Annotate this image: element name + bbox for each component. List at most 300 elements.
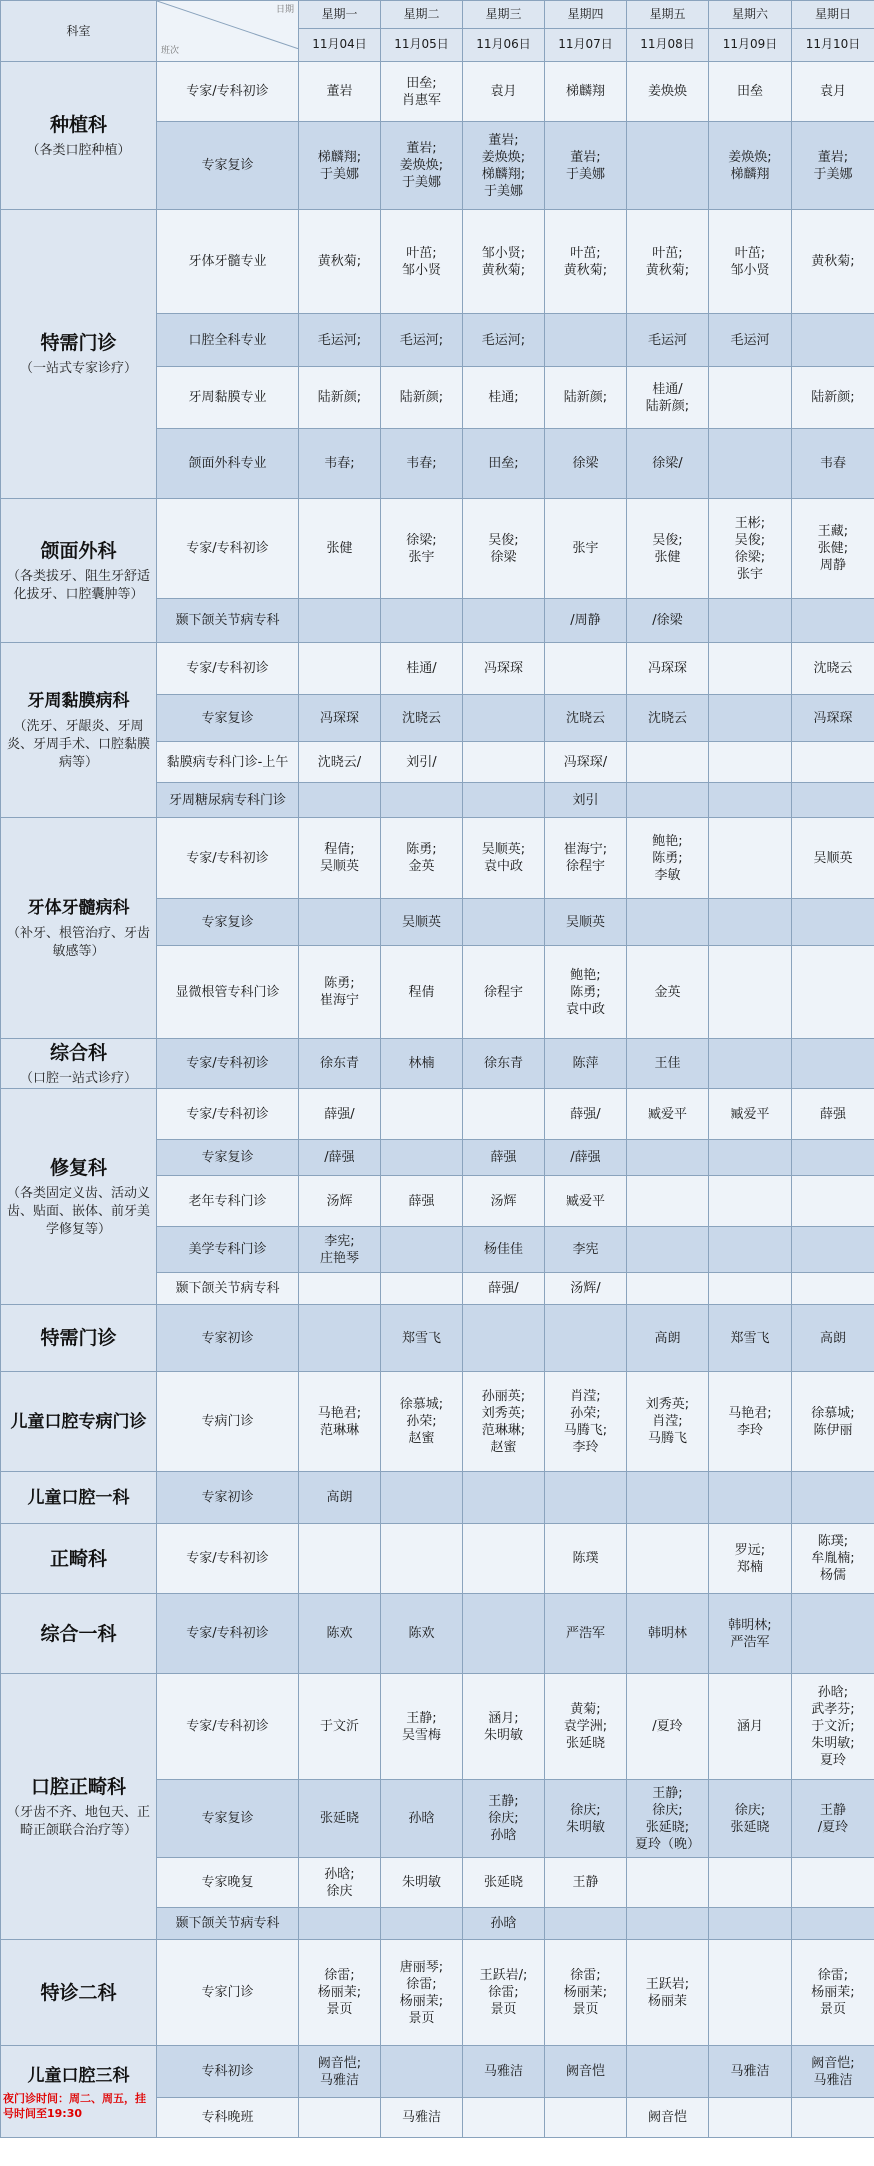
service-type-cell: 专家复诊 bbox=[157, 899, 299, 946]
doctor-cell: 吴顺英 bbox=[545, 899, 627, 946]
doctor-cell: 张宇 bbox=[545, 499, 627, 599]
department-cell bbox=[1, 643, 157, 818]
doctor-cell bbox=[381, 783, 463, 818]
doctor-cell bbox=[627, 1472, 709, 1524]
department-cell bbox=[1, 1674, 157, 1940]
doctor-cell: 沈晓云/ bbox=[299, 742, 381, 783]
schedule-row bbox=[1, 1524, 874, 1594]
schedule-row bbox=[1, 643, 874, 695]
doctor-cell: 王跃岩/; 徐雷; 景页 bbox=[463, 1940, 545, 2046]
service-type-cell: 专科初诊 bbox=[157, 2046, 299, 2098]
date-header: 11月04日 bbox=[299, 28, 381, 61]
doctor-cell: 董岩; 于美娜 bbox=[792, 122, 874, 210]
service-type-cell: 专家/专科初诊 bbox=[157, 1594, 299, 1674]
doctor-cell bbox=[792, 1858, 874, 1908]
doctor-cell: 薛强 bbox=[792, 1089, 874, 1140]
service-type-cell: 黏膜病专科门诊-上午 bbox=[157, 742, 299, 783]
doctor-cell: 阙音恺 bbox=[627, 2098, 709, 2138]
doctor-cell bbox=[792, 783, 874, 818]
doctor-cell: 王藏; 张健; 周静 bbox=[792, 499, 874, 599]
service-type-cell: 美学专科门诊 bbox=[157, 1227, 299, 1273]
schedule-row bbox=[1, 499, 874, 599]
doctor-cell bbox=[709, 1940, 792, 2046]
doctor-cell bbox=[627, 2046, 709, 2098]
doctor-cell: 徐慕城; 陈伊丽 bbox=[792, 1372, 874, 1472]
doctor-cell bbox=[463, 1089, 545, 1140]
schedule-row bbox=[1, 1089, 874, 1140]
doctor-cell: 陆新颜; bbox=[299, 367, 381, 429]
doctor-cell: 王静 bbox=[545, 1858, 627, 1908]
doctor-cell bbox=[463, 1524, 545, 1594]
doctor-cell bbox=[709, 429, 792, 499]
doctor-cell bbox=[381, 1089, 463, 1140]
doctor-cell bbox=[463, 1472, 545, 1524]
doctor-cell: 汤辉 bbox=[463, 1176, 545, 1227]
department-name: 儿童口腔三科 bbox=[27, 2065, 130, 2086]
doctor-cell bbox=[709, 1908, 792, 1940]
doctor-cell: 徐梁 bbox=[545, 429, 627, 499]
service-type-cell: 口腔全科专业 bbox=[157, 314, 299, 367]
table-body bbox=[1, 62, 874, 2138]
schedule-row bbox=[1, 210, 874, 314]
doctor-cell: 阙音恺; 马雅洁 bbox=[792, 2046, 874, 2098]
doctor-cell bbox=[463, 783, 545, 818]
service-type-cell: 专家复诊 bbox=[157, 1140, 299, 1176]
doctor-cell bbox=[463, 695, 545, 742]
date-header: 11月06日 bbox=[463, 28, 545, 61]
doctor-cell: 徐庆; 张延晓 bbox=[709, 1780, 792, 1858]
doctor-cell bbox=[709, 783, 792, 818]
doctor-cell: 冯琛琛/ bbox=[545, 742, 627, 783]
doctor-cell bbox=[792, 1227, 874, 1273]
service-type-cell: 专家/专科初诊 bbox=[157, 643, 299, 695]
doctor-cell: 程倩; 吴顺英 bbox=[299, 818, 381, 899]
schedule-row bbox=[1, 818, 874, 899]
doctor-cell bbox=[792, 742, 874, 783]
service-type-cell: 颞下颌关节病专科 bbox=[157, 1908, 299, 1940]
doctor-cell: /周静 bbox=[545, 599, 627, 643]
doctor-cell: 马雅洁 bbox=[463, 2046, 545, 2098]
department-cell bbox=[1, 1594, 157, 1674]
doctor-cell bbox=[792, 1176, 874, 1227]
department-cell bbox=[1, 499, 157, 643]
department-description: （补牙、根管治疗、牙齿敏感等） bbox=[6, 926, 150, 959]
department-description: （一站式专家诊疗） bbox=[19, 361, 137, 376]
doctor-cell bbox=[709, 695, 792, 742]
doctor-cell: 王跃岩; 杨丽茉 bbox=[627, 1940, 709, 2046]
doctor-cell: 薛强 bbox=[463, 1140, 545, 1176]
doctor-cell bbox=[299, 1524, 381, 1594]
doctor-cell bbox=[627, 899, 709, 946]
doctor-cell bbox=[709, 1140, 792, 1176]
doctor-cell: 韩明林 bbox=[627, 1594, 709, 1674]
service-type-cell: 专家/专科初诊 bbox=[157, 62, 299, 122]
doctor-cell: 张健 bbox=[299, 499, 381, 599]
doctor-cell bbox=[792, 599, 874, 643]
doctor-cell bbox=[709, 1039, 792, 1089]
doctor-cell: 徐东青 bbox=[299, 1039, 381, 1089]
doctor-cell bbox=[709, 899, 792, 946]
date-header: 11月10日 bbox=[792, 28, 874, 61]
doctor-cell bbox=[792, 2098, 874, 2138]
doctor-cell: 黄秋菊; bbox=[792, 210, 874, 314]
doctor-cell: 薛强/ bbox=[299, 1089, 381, 1140]
doctor-cell: 于文沂 bbox=[299, 1674, 381, 1780]
doctor-cell: 董岩; 于美娜 bbox=[545, 122, 627, 210]
schedule-row bbox=[1, 1674, 874, 1780]
department-name: 颌面外科 bbox=[40, 539, 117, 562]
dept-header: 科室 bbox=[1, 1, 157, 62]
doctor-cell: 徐程宇 bbox=[463, 946, 545, 1039]
doctor-cell bbox=[709, 643, 792, 695]
department-name: 综合科 bbox=[49, 1041, 107, 1064]
weekday-header: 星期五 bbox=[627, 1, 709, 29]
doctor-cell: 李宪 bbox=[545, 1227, 627, 1273]
doctor-cell: 吴俊; 徐梁 bbox=[463, 499, 545, 599]
department-description: （洗牙、牙龈炎、牙周炎、牙周手术、口腔黏膜病等） bbox=[6, 719, 150, 770]
doctor-cell: 金英 bbox=[627, 946, 709, 1039]
doctor-cell: 陆新颜; bbox=[381, 367, 463, 429]
service-type-cell: 牙周糖尿病专科门诊 bbox=[157, 783, 299, 818]
schedule-row bbox=[1, 62, 874, 122]
doctor-cell: 郑雪飞 bbox=[381, 1305, 463, 1372]
corner-shift-label: 班次 bbox=[161, 46, 180, 56]
doctor-cell bbox=[709, 367, 792, 429]
doctor-cell: 徐东青 bbox=[463, 1039, 545, 1089]
doctor-cell bbox=[627, 783, 709, 818]
department-name: 正畸科 bbox=[49, 1547, 107, 1570]
weekday-header: 星期一 bbox=[299, 1, 381, 29]
doctor-cell bbox=[627, 1908, 709, 1940]
doctor-cell bbox=[792, 1273, 874, 1305]
doctor-cell: 王静; 徐庆; 孙晗 bbox=[463, 1780, 545, 1858]
schedule-row bbox=[1, 1940, 874, 2046]
service-type-cell: 专家复诊 bbox=[157, 1780, 299, 1858]
doctor-cell: 吴俊; 张健 bbox=[627, 499, 709, 599]
date-header: 11月05日 bbox=[381, 28, 463, 61]
schedule-row bbox=[1, 1039, 874, 1089]
doctor-cell: 陈萍 bbox=[545, 1039, 627, 1089]
service-type-cell: 颞下颌关节病专科 bbox=[157, 1273, 299, 1305]
doctor-cell: 姜焕焕 bbox=[627, 62, 709, 122]
doctor-cell: 刘秀英; 肖滢; 马腾飞 bbox=[627, 1372, 709, 1472]
doctor-cell bbox=[709, 946, 792, 1039]
doctor-cell: 徐雷; 杨丽茉; 景页 bbox=[792, 1940, 874, 2046]
department-cell bbox=[1, 818, 157, 1039]
doctor-cell: 薛强 bbox=[381, 1176, 463, 1227]
doctor-cell: 韦春; bbox=[381, 429, 463, 499]
doctor-cell bbox=[381, 1524, 463, 1594]
service-type-cell: 专家/专科初诊 bbox=[157, 1039, 299, 1089]
doctor-cell bbox=[463, 899, 545, 946]
doctor-cell: 沈晓云 bbox=[381, 695, 463, 742]
service-type-cell: 牙周黏膜专业 bbox=[157, 367, 299, 429]
doctor-cell: 高朗 bbox=[299, 1472, 381, 1524]
doctor-cell bbox=[627, 1858, 709, 1908]
department-description: （各类口腔种植） bbox=[26, 142, 131, 158]
doctor-cell: 桂通; bbox=[463, 367, 545, 429]
department-name: 牙周黏膜病科 bbox=[27, 691, 130, 711]
doctor-cell: 毛运河 bbox=[627, 314, 709, 367]
service-type-cell: 专科晚班 bbox=[157, 2098, 299, 2138]
doctor-cell bbox=[709, 1227, 792, 1273]
doctor-cell: 韩明林; 严浩军 bbox=[709, 1594, 792, 1674]
doctor-cell: 陈欢 bbox=[381, 1594, 463, 1674]
doctor-cell bbox=[299, 1273, 381, 1305]
doctor-cell: 孙丽英; 刘秀英; 范琳琳; 赵蜜 bbox=[463, 1372, 545, 1472]
doctor-cell bbox=[299, 643, 381, 695]
department-cell bbox=[1, 1472, 157, 1524]
department-name: 特需门诊 bbox=[40, 1327, 117, 1349]
doctor-cell: 董岩; 姜焕焕; 梯麟翔; 于美娜 bbox=[463, 122, 545, 210]
doctor-cell bbox=[381, 1908, 463, 1940]
doctor-cell: 李宪; 庄艳琴 bbox=[299, 1227, 381, 1273]
department-cell bbox=[1, 210, 157, 499]
doctor-cell: 汤辉/ bbox=[545, 1273, 627, 1305]
doctor-cell: 冯琛琛 bbox=[792, 695, 874, 742]
doctor-cell: 沈晓云 bbox=[627, 695, 709, 742]
doctor-cell: 袁月 bbox=[463, 62, 545, 122]
doctor-cell bbox=[299, 2098, 381, 2138]
doctor-cell: 肖滢; 孙荣; 马腾飞; 李玲 bbox=[545, 1372, 627, 1472]
doctor-cell: 陆新颜; bbox=[792, 367, 874, 429]
doctor-cell: 毛运河; bbox=[381, 314, 463, 367]
doctor-cell bbox=[463, 742, 545, 783]
schedule-row bbox=[1, 1472, 874, 1524]
doctor-cell: 王佳 bbox=[627, 1039, 709, 1089]
department-name: 牙体牙髓病科 bbox=[27, 898, 130, 918]
department-name: 特诊二科 bbox=[40, 1981, 117, 2004]
department-cell bbox=[1, 1039, 157, 1089]
doctor-cell: 涵月 bbox=[709, 1674, 792, 1780]
department-cell bbox=[1, 2046, 157, 2138]
weekday-header: 星期六 bbox=[709, 1, 792, 29]
doctor-cell bbox=[709, 1273, 792, 1305]
doctor-cell: 徐梁; 张宇 bbox=[381, 499, 463, 599]
date-header: 11月08日 bbox=[627, 28, 709, 61]
doctor-cell: 汤辉 bbox=[299, 1176, 381, 1227]
doctor-cell: 徐梁/ bbox=[627, 429, 709, 499]
doctor-cell: 董岩 bbox=[299, 62, 381, 122]
doctor-cell: 吴顺英 bbox=[792, 818, 874, 899]
doctor-cell: 吴顺英; 袁中政 bbox=[463, 818, 545, 899]
doctor-cell: /徐梁 bbox=[627, 599, 709, 643]
doctor-cell bbox=[299, 899, 381, 946]
doctor-cell bbox=[792, 1472, 874, 1524]
department-name: 儿童口腔专病门诊 bbox=[10, 1411, 147, 1432]
doctor-cell: 梯麟翔; 于美娜 bbox=[299, 122, 381, 210]
doctor-cell: 鲍艳; 陈勇; 袁中政 bbox=[545, 946, 627, 1039]
doctor-cell: 黄菊; 袁学洲; 张延晓 bbox=[545, 1674, 627, 1780]
department-cell bbox=[1, 62, 157, 210]
doctor-cell: 杨佳佳 bbox=[463, 1227, 545, 1273]
doctor-cell: 叶茁; 邹小贤 bbox=[709, 210, 792, 314]
doctor-cell bbox=[709, 1858, 792, 1908]
department-description: （各类拔牙、阻生牙舒适化拔牙、口腔囊肿等） bbox=[6, 568, 150, 602]
department-cell bbox=[1, 1372, 157, 1472]
doctor-cell bbox=[545, 1472, 627, 1524]
doctor-cell: 姜焕焕; 梯麟翔 bbox=[709, 122, 792, 210]
doctor-cell bbox=[627, 1273, 709, 1305]
doctor-cell: 张延晓 bbox=[463, 1858, 545, 1908]
doctor-cell: 王彬; 吴俊; 徐梁; 张宇 bbox=[709, 499, 792, 599]
doctor-cell bbox=[792, 1140, 874, 1176]
doctor-cell bbox=[463, 599, 545, 643]
doctor-cell: 阙音恺; 马雅洁 bbox=[299, 2046, 381, 2098]
doctor-cell: 严浩军 bbox=[545, 1594, 627, 1674]
service-type-cell: 专病门诊 bbox=[157, 1372, 299, 1472]
doctor-cell bbox=[709, 1176, 792, 1227]
weekday-header: 星期日 bbox=[792, 1, 874, 29]
schedule-row bbox=[1, 1305, 874, 1372]
date-header: 11月07日 bbox=[545, 28, 627, 61]
doctor-cell: 郑雪飞 bbox=[709, 1305, 792, 1372]
doctor-cell: 沈晓云 bbox=[545, 695, 627, 742]
doctor-cell: 崔海宁; 徐程宇 bbox=[545, 818, 627, 899]
doctor-cell bbox=[709, 742, 792, 783]
service-type-cell: 颌面外科专业 bbox=[157, 429, 299, 499]
doctor-cell: 徐庆; 朱明敏 bbox=[545, 1780, 627, 1858]
doctor-cell bbox=[792, 946, 874, 1039]
doctor-cell: 韦春; bbox=[299, 429, 381, 499]
doctor-cell: 桂通/ bbox=[381, 643, 463, 695]
doctor-cell bbox=[299, 1305, 381, 1372]
doctor-cell: 陈勇; 崔海宁 bbox=[299, 946, 381, 1039]
doctor-cell: 毛运河; bbox=[463, 314, 545, 367]
doctor-cell: 刘引/ bbox=[381, 742, 463, 783]
doctor-cell: 孙晗; 武孝芬; 于文沂; 朱明敏; 夏玲 bbox=[792, 1674, 874, 1780]
doctor-cell: 陈璞; 牟胤楠; 杨儒 bbox=[792, 1524, 874, 1594]
doctor-cell: 冯琛琛 bbox=[299, 695, 381, 742]
doctor-cell bbox=[299, 1908, 381, 1940]
doctor-cell: 陈欢 bbox=[299, 1594, 381, 1674]
doctor-cell bbox=[792, 899, 874, 946]
doctor-cell bbox=[381, 599, 463, 643]
doctor-cell: 刘引 bbox=[545, 783, 627, 818]
service-type-cell: 专家/专科初诊 bbox=[157, 818, 299, 899]
doctor-cell bbox=[299, 599, 381, 643]
doctor-cell: /薛强 bbox=[545, 1140, 627, 1176]
doctor-cell bbox=[709, 599, 792, 643]
service-type-cell: 专家初诊 bbox=[157, 1305, 299, 1372]
doctor-cell bbox=[463, 2098, 545, 2138]
doctor-cell: 程倩 bbox=[381, 946, 463, 1039]
doctor-cell: 吴顺英 bbox=[381, 899, 463, 946]
service-type-cell: 专家门诊 bbox=[157, 1940, 299, 2046]
service-type-cell: 老年专科门诊 bbox=[157, 1176, 299, 1227]
doctor-cell bbox=[545, 1908, 627, 1940]
doctor-cell: 邹小贤; 黄秋菊; bbox=[463, 210, 545, 314]
date-header: 11月09日 bbox=[709, 28, 792, 61]
doctor-cell: 王静; 吴雪梅 bbox=[381, 1674, 463, 1780]
doctor-cell: 王静; 徐庆; 张延晓; 夏玲（晚） bbox=[627, 1780, 709, 1858]
doctor-cell bbox=[545, 2098, 627, 2138]
doctor-cell: 臧爱平 bbox=[627, 1089, 709, 1140]
service-type-cell: 专家/专科初诊 bbox=[157, 1524, 299, 1594]
doctor-cell bbox=[627, 122, 709, 210]
doctor-cell: 韦春 bbox=[792, 429, 874, 499]
doctor-cell bbox=[299, 783, 381, 818]
corner-header bbox=[157, 1, 299, 62]
service-type-cell: 牙体牙髓专业 bbox=[157, 210, 299, 314]
department-cell bbox=[1, 1305, 157, 1372]
doctor-cell: 马艳君; 范琳琳 bbox=[299, 1372, 381, 1472]
night-clinic-note: 夜门诊时间：周二、周五，挂号时间至19:30 bbox=[3, 2091, 146, 2120]
doctor-cell: 臧爱平 bbox=[545, 1176, 627, 1227]
department-description: （各类固定义齿、活动义齿、贴面、嵌体、前牙美学修复等） bbox=[6, 1185, 150, 1237]
doctor-cell: 叶茁; 邹小贤 bbox=[381, 210, 463, 314]
doctor-cell bbox=[381, 1140, 463, 1176]
weekday-header: 星期二 bbox=[381, 1, 463, 29]
doctor-cell: 徐雷; 杨丽茉; 景页 bbox=[299, 1940, 381, 2046]
doctor-cell: 袁月 bbox=[792, 62, 874, 122]
doctor-cell bbox=[463, 1305, 545, 1372]
department-description: （口腔一站式诊疗） bbox=[19, 1070, 137, 1086]
doctor-cell: 孙晗; 徐庆 bbox=[299, 1858, 381, 1908]
doctor-cell: 毛运河 bbox=[709, 314, 792, 367]
doctor-cell bbox=[627, 1227, 709, 1273]
doctor-cell: 孙晗 bbox=[381, 1780, 463, 1858]
doctor-cell bbox=[381, 1472, 463, 1524]
doctor-cell: 薛强/ bbox=[463, 1273, 545, 1305]
service-type-cell: 专家初诊 bbox=[157, 1472, 299, 1524]
doctor-cell: 阙音恺 bbox=[545, 2046, 627, 2098]
corner-date-label: 日期 bbox=[275, 5, 294, 15]
schedule-row bbox=[1, 2046, 874, 2098]
doctor-cell: 马雅洁 bbox=[709, 2046, 792, 2098]
doctor-cell bbox=[627, 1176, 709, 1227]
doctor-cell: 徐雷; 杨丽茉; 景页 bbox=[545, 1940, 627, 2046]
doctor-cell: 陈璞 bbox=[545, 1524, 627, 1594]
department-name: 综合一科 bbox=[40, 1622, 117, 1645]
doctor-cell: 桂通/ 陆新颜; bbox=[627, 367, 709, 429]
doctor-cell bbox=[627, 1524, 709, 1594]
doctor-cell: 高朗 bbox=[792, 1305, 874, 1372]
doctor-cell bbox=[545, 643, 627, 695]
doctor-cell bbox=[627, 1140, 709, 1176]
doctor-cell: 沈晓云 bbox=[792, 643, 874, 695]
department-name: 儿童口腔一科 bbox=[27, 1487, 130, 1508]
schedule-row bbox=[1, 1372, 874, 1472]
doctor-cell: 林楠 bbox=[381, 1039, 463, 1089]
doctor-cell bbox=[792, 314, 874, 367]
service-type-cell: 专家复诊 bbox=[157, 695, 299, 742]
doctor-cell bbox=[709, 818, 792, 899]
service-type-cell: 专家/专科初诊 bbox=[157, 1089, 299, 1140]
department-description: （牙齿不齐、地包天、正畸正颌联合治疗等） bbox=[6, 1804, 150, 1838]
doctor-cell: 朱明敏 bbox=[381, 1858, 463, 1908]
doctor-cell bbox=[545, 1305, 627, 1372]
department-cell bbox=[1, 1940, 157, 2046]
doctor-cell: 罗远; 郑楠 bbox=[709, 1524, 792, 1594]
doctor-cell: 陈勇; 金英 bbox=[381, 818, 463, 899]
service-type-cell: 专家/专科初诊 bbox=[157, 499, 299, 599]
doctor-cell bbox=[381, 2046, 463, 2098]
doctor-cell: 黄秋菊; bbox=[299, 210, 381, 314]
schedule-row bbox=[1, 1594, 874, 1674]
doctor-cell bbox=[792, 1039, 874, 1089]
doctor-cell: 冯琛琛 bbox=[627, 643, 709, 695]
doctor-cell: 张延晓 bbox=[299, 1780, 381, 1858]
doctor-cell: 唐丽琴; 徐雷; 杨丽茉; 景页 bbox=[381, 1940, 463, 2046]
doctor-cell: 高朗 bbox=[627, 1305, 709, 1372]
doctor-cell: 徐慕城; 孙荣; 赵蜜 bbox=[381, 1372, 463, 1472]
doctor-cell: 田垒; bbox=[463, 429, 545, 499]
department-name: 修复科 bbox=[49, 1156, 107, 1179]
department-name: 特需门诊 bbox=[40, 332, 117, 354]
doctor-cell bbox=[545, 314, 627, 367]
doctor-cell: 鲍艳; 陈勇; 李敏 bbox=[627, 818, 709, 899]
